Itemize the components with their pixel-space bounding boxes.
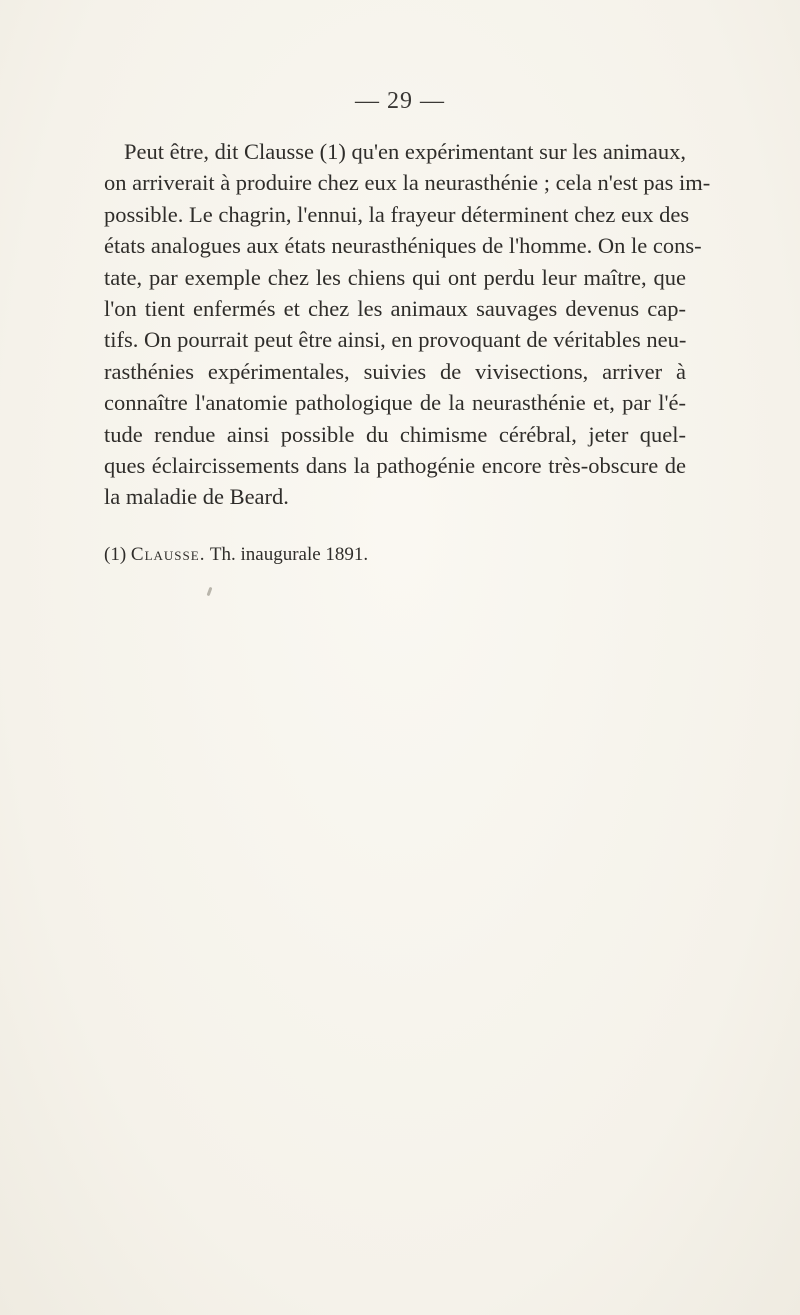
text-line: tate, par exemple chez les chiens qui ont perdu leur maître, que [104,264,686,290]
footnote [104,544,368,566]
text-line: tude rendue ainsi possible du chimisme cérébral, jeter quel- [104,421,686,447]
text-line: états analogues aux états neurasthéniques de l'homme. On le cons- [104,233,702,259]
text-line: tifs. On pourrait peut être ainsi, en provoquant de véritables neu- [104,327,687,353]
footnote-text: Th. inaugurale 1891. [209,544,369,565]
footnote-author: Clausse. [130,544,206,565]
text-line: ques éclaircissements dans la pathogénie encore très-obscure de [104,453,686,479]
text-line: connaître l'anatomie pathologique de la neurasthénie et, par l'é- [104,390,686,416]
footnote-marker: (1) [104,544,127,565]
page-number: — 29 — [355,88,445,114]
text-line: rasthénies expérimentales, suivies de vivisections, arriver à [104,358,686,384]
text-line: la maladie de Beard. [104,484,289,510]
text-line: l'on tient enfermés et chez les animaux sauvages devenus cap- [104,296,686,322]
text-line: possible. Le chagrin, l'ennui, la frayeur déterminent chez eux des [104,201,690,227]
text-line: Peut être, dit Clausse (1) qu'en expérimentant sur les animaux, [124,139,687,164]
text-line: on arriverait à produire chez eux la neurasthénie ; cela n'est pas im- [104,170,711,196]
ink-speck [207,587,213,596]
body-paragraph [104,136,711,513]
